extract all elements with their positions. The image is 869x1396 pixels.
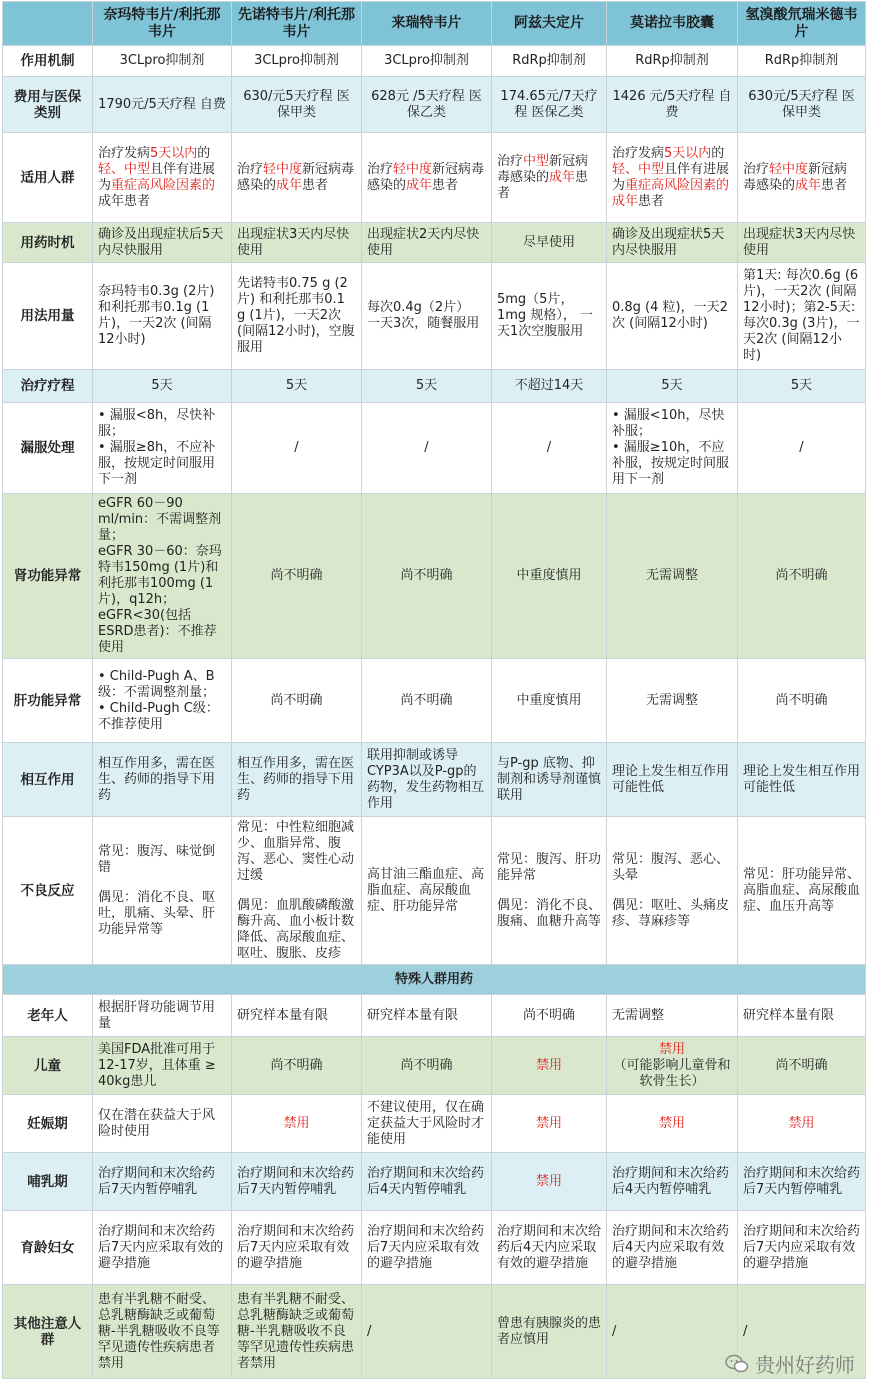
table-row	[3, 370, 866, 403]
cell-text: 成年	[98, 193, 125, 209]
table-cell	[362, 1037, 492, 1095]
cell-text: 联用抑制或诱导CYP3A以及P-gp的药物，发生药物相互作用	[367, 747, 485, 811]
table-cell	[362, 995, 492, 1037]
cell-text: 重症高风险因素的	[111, 177, 216, 193]
header-drug-2: 先诺特韦片/利托那韦片	[232, 2, 362, 46]
cell-text: 禁用	[283, 1115, 310, 1131]
cell-text: 5天	[151, 378, 173, 393]
table-cell	[607, 263, 738, 370]
header-drug-1: 奈玛特韦片/利托那韦片	[93, 2, 232, 46]
section-row	[3, 965, 866, 995]
cell-text: 患者	[302, 177, 329, 193]
cell-text: 理论上发生相互作用可能性低	[612, 763, 730, 795]
cell-text: 成年	[406, 177, 433, 193]
header-drug-5: 莫诺拉韦胶囊	[607, 2, 738, 46]
cell-text: 轻中度	[263, 161, 303, 177]
row-label: 用法用量	[3, 263, 93, 370]
table-cell	[607, 1095, 738, 1153]
cell-text: • 漏服≥10h，不应补服，按规定时间服用下一剂	[612, 440, 730, 487]
cell-text: 无需调整	[645, 568, 698, 583]
cell-text: 治疗期间和末次给药后4天内应采取有效的避孕措施	[497, 1223, 602, 1271]
cell-text: RdRp抑制剂	[635, 53, 709, 68]
cell-text: /	[367, 1323, 372, 1339]
table-cell	[93, 995, 232, 1037]
table-cell	[607, 659, 738, 743]
header-corner	[3, 2, 93, 46]
table-cell	[607, 403, 738, 494]
cell-text: 与P-gp 底物、抑制剂和诱导剂谨慎联用	[497, 755, 602, 803]
table-cell	[232, 995, 362, 1037]
row-label: 育龄妇女	[3, 1211, 93, 1285]
cell-text: 5天	[790, 378, 813, 393]
cell-text: 5天	[285, 378, 308, 393]
row-label: 哺乳期	[3, 1153, 93, 1211]
table-cell	[492, 263, 607, 370]
table-cell	[607, 743, 738, 817]
cell-text: 新冠病毒感染的	[497, 153, 589, 185]
cell-text: /	[799, 440, 804, 455]
table-cell	[492, 1037, 607, 1095]
cell-text: 治疗	[237, 161, 264, 177]
cell-text: 治疗期间和末次给药后7天内应采取有效的避孕措施	[237, 1223, 355, 1271]
cell-text: • 漏服<10h，尽快补服；	[612, 408, 725, 439]
cell-text: 630/元5天疗程 医保甲类	[243, 88, 350, 120]
cell-text: 174.65元/7天疗程 医保乙类	[500, 88, 598, 120]
cell-text: 常见：腹泻、味觉倒错	[98, 843, 216, 875]
cell-text: 常见：腹泻、肝功能异常	[497, 851, 602, 883]
table-cell	[93, 223, 232, 263]
table-cell	[232, 403, 362, 494]
watermark	[725, 1349, 855, 1378]
cell-text: 偶见：呕吐、头痛皮疹、荨麻疹等	[612, 897, 730, 929]
cell-text: 偶见：消化不良、腹痛、血糖升高等	[497, 897, 602, 929]
row-label: 相互作用	[3, 743, 93, 817]
cell-text: 第1天: 每次0.6g (6片)，一天2次 (间隔12小时)；第2-5天: 每次0.3g (3片)，一天2次 (间隔12小时)	[743, 268, 860, 363]
drug-comparison-table	[2, 1, 866, 1379]
cell-text: 先诺特韦0.75 g (2片) 和利托那韦0.1 g (1片)，一天2次 (间隔12小时)，空腹服用	[237, 276, 355, 355]
cell-text: 轻、中型	[98, 161, 151, 177]
cell-text: 治疗发病	[612, 145, 665, 161]
cell-text: 无需调整	[612, 1007, 665, 1023]
cell-text: 偶见：消化不良、呕吐，肌痛、头晕、肝功能异常等	[98, 889, 216, 937]
row-label: 其他注意人群	[3, 1285, 93, 1379]
table-cell	[232, 817, 362, 965]
table-cell	[362, 223, 492, 263]
cell-text: 常见：肝功能异常、高脂血症、高尿酸血症、血压升高等	[743, 866, 861, 914]
cell-text: 患有半乳糖不耐受、总乳糖酶缺乏或葡萄糖-半乳糖吸收不良等罕见遗传性疾病患者禁用	[237, 1291, 355, 1371]
cell-text: 成年	[795, 177, 822, 193]
table-cell	[232, 1037, 362, 1095]
row-label: 儿童	[3, 1037, 93, 1095]
row-label: 费用与医保类别	[3, 77, 93, 133]
table-cell	[738, 1095, 866, 1153]
cell-text: 治疗期间和末次给药后4天内暂停哺乳	[367, 1165, 485, 1197]
row-label: 妊娠期	[3, 1095, 93, 1153]
table-row	[3, 403, 866, 494]
cell-text: 禁用	[658, 1115, 685, 1131]
cell-text: 研究样本量有限	[237, 1007, 329, 1023]
table-cell	[232, 1211, 362, 1285]
table-cell	[93, 77, 232, 133]
cell-text: 无需调整	[645, 692, 698, 708]
table-cell	[232, 133, 362, 223]
row-label: 适用人群	[3, 133, 93, 223]
table-cell	[232, 370, 362, 403]
table-cell	[362, 403, 492, 494]
cell-text: 相互作用多，需在医生、药师的指导下用药	[98, 755, 216, 803]
cell-text: 高甘油三酯血症、高脂血症、高尿酸血症、肝功能异常	[367, 866, 485, 914]
table-cell	[232, 1285, 362, 1379]
row-label: 老年人	[3, 995, 93, 1037]
table-cell	[362, 1153, 492, 1211]
table-cell	[738, 817, 866, 965]
cell-text: /	[743, 1323, 748, 1339]
table-cell	[93, 133, 232, 223]
cell-text: 患者	[432, 177, 459, 193]
table-row	[3, 46, 866, 77]
table-cell	[362, 46, 492, 77]
cell-text: 理论上发生相互作用可能性低	[743, 763, 861, 795]
table-cell	[93, 817, 232, 965]
table-row	[3, 223, 866, 263]
cell-text: （可能影响儿童骨和软骨生长）	[613, 1057, 731, 1089]
cell-text: • Child-Pugh A、B级：不需调整剂量；	[98, 668, 216, 700]
cell-text: 患者	[638, 193, 665, 209]
cell-text: 相互作用多，需在医生、药师的指导下用药	[237, 755, 355, 803]
table-cell	[492, 223, 607, 263]
table-row	[3, 1037, 866, 1095]
row-label: 漏服处理	[3, 403, 93, 494]
table-cell	[492, 1153, 607, 1211]
table-cell	[93, 743, 232, 817]
cell-text: 治疗期间和末次给药后7天内暂停哺乳	[98, 1165, 216, 1197]
table-cell	[362, 77, 492, 133]
cell-text: 尚不明确	[775, 1057, 828, 1073]
table-cell	[492, 817, 607, 965]
cell-text: 尚不明确	[400, 1057, 453, 1073]
cell-text: 治疗期间和末次给药后4天内暂停哺乳	[612, 1165, 730, 1197]
cell-text: 确诊及出现症状5天内尽快服用	[612, 226, 725, 258]
cell-text: 轻中度	[769, 161, 809, 177]
table-cell	[362, 1095, 492, 1153]
row-label: 肾功能异常	[3, 494, 93, 659]
table-cell	[232, 743, 362, 817]
table-cell	[492, 1095, 607, 1153]
wechat-icon	[725, 1354, 749, 1374]
cell-text: 新冠病毒感染的	[367, 161, 485, 193]
cell-text: 出现症状3天内尽快使用	[743, 226, 856, 258]
row-label: 用药时机	[3, 223, 93, 263]
cell-text: 患者	[497, 169, 589, 201]
header-drug-6: 氢溴酸氘瑞米德韦片	[738, 2, 866, 46]
table-cell	[362, 133, 492, 223]
table-row	[3, 995, 866, 1037]
table-cell	[93, 263, 232, 370]
cell-text: 5天	[415, 378, 438, 393]
table-cell	[738, 743, 866, 817]
table-cell	[738, 1037, 866, 1095]
table-cell	[738, 659, 866, 743]
cell-text: 新冠病毒感染的	[237, 161, 355, 193]
cell-text: /	[612, 1323, 617, 1339]
table-cell	[362, 263, 492, 370]
table-cell	[738, 263, 866, 370]
cell-text: 1790元/5天疗程 自费	[98, 96, 226, 112]
cell-text: 5天	[661, 378, 683, 393]
cell-text: 中重度慎用	[516, 692, 582, 708]
table-cell	[93, 1153, 232, 1211]
cell-text: 尚不明确	[775, 568, 828, 583]
table-cell	[362, 743, 492, 817]
cell-text: 奈玛特韦0.3g (2片) 和利托那韦0.1g (1片)，一天2次 (间隔12小时)	[98, 284, 215, 347]
table-cell	[93, 1095, 232, 1153]
cell-text: 3CLpro抑制剂	[384, 53, 469, 68]
cell-text: 治疗期间和末次给药后7天内应采取有效的避孕措施	[98, 1223, 224, 1271]
cell-text: 研究样本量有限	[367, 1007, 459, 1023]
table-cell	[232, 1153, 362, 1211]
cell-text: 轻中度	[393, 161, 433, 177]
cell-text: 重症高风险因素的成年	[612, 177, 730, 209]
table-cell	[93, 46, 232, 77]
table-cell	[607, 817, 738, 965]
cell-text: eGFR 30－60：奈玛特韦150mg (1片)和利托那韦100mg (1片)，q12h；	[98, 544, 222, 607]
table-cell	[362, 659, 492, 743]
header-row	[3, 2, 866, 46]
table-cell	[232, 1095, 362, 1153]
cell-text: 尚不明确	[522, 1007, 575, 1023]
cell-text: 出现症状3天内尽快使用	[237, 226, 350, 258]
cell-text: 治疗	[743, 161, 770, 177]
row-label: 治疗疗程	[3, 370, 93, 403]
cell-text: 不建议使用，仅在确定获益大于风险时才能使用	[367, 1099, 485, 1147]
cell-text: 不超过14天	[514, 378, 584, 393]
table-cell	[738, 133, 866, 223]
table-cell	[607, 77, 738, 133]
cell-text: 尚不明确	[270, 568, 323, 583]
cell-text: 患有半乳糖不耐受、总乳糖酶缺乏或葡萄糖-半乳糖吸收不良等罕见遗传性疾病患者禁用	[98, 1291, 220, 1371]
cell-text: /	[424, 440, 429, 455]
table-row	[3, 1095, 866, 1153]
cell-text: • 漏服<8h，尽快补服；	[98, 408, 216, 439]
cell-text: 且伴有进展为	[612, 161, 730, 193]
cell-text: 尚不明确	[270, 692, 323, 708]
header-drug-3: 来瑞特韦片	[362, 2, 492, 46]
cell-text: 禁用	[535, 1173, 562, 1189]
cell-text: 出现症状2天内尽快使用	[367, 226, 480, 258]
table-cell	[93, 1037, 232, 1095]
table-cell	[362, 1211, 492, 1285]
cell-text: 治疗	[497, 153, 524, 169]
table-cell	[492, 133, 607, 223]
cell-text: 美国FDA批准可用于12-17岁，且体重 ≥ 40kg患儿	[98, 1041, 216, 1089]
cell-text: 且伴有进展为	[98, 161, 216, 193]
table-cell	[738, 77, 866, 133]
table-row	[3, 659, 866, 743]
table-cell	[232, 46, 362, 77]
cell-text: 尚不明确	[270, 1057, 323, 1073]
table-cell	[492, 370, 607, 403]
cell-text: 628元 /5天疗程 医保乙类	[371, 88, 482, 120]
cell-text: 新冠病毒感染的	[743, 161, 848, 193]
table-row	[3, 817, 866, 965]
cell-text: 禁用	[535, 1057, 562, 1073]
table-cell	[607, 1037, 738, 1095]
cell-text: 每次0.4g（2片） 一天3次，随餐服用	[367, 300, 480, 331]
section-title: 特殊人群用药	[3, 965, 866, 995]
table-row	[3, 133, 866, 223]
cell-text: 偶见：血肌酸磷酸激酶升高、血小板计数降低、高尿酸血症、呕吐、腹胀、皮疹	[237, 897, 355, 961]
cell-text: RdRp抑制剂	[512, 53, 586, 68]
table-cell	[492, 46, 607, 77]
table-row	[3, 494, 866, 659]
row-label: 作用机制	[3, 46, 93, 77]
table-row	[3, 1153, 866, 1211]
cell-text: /	[546, 440, 552, 455]
table-cell	[232, 263, 362, 370]
table-cell	[232, 494, 362, 659]
cell-text: 5天以内	[150, 145, 198, 161]
cell-text: 5mg（5片，1mg 规格）， 一天1次空腹服用	[497, 292, 593, 339]
table-cell	[492, 1285, 607, 1379]
cell-text: 禁用	[788, 1115, 815, 1131]
table-cell	[492, 1211, 607, 1285]
table-cell	[607, 1153, 738, 1211]
cell-text: 治疗期间和末次给药后4天内应采取有效的避孕措施	[612, 1223, 730, 1271]
table-cell	[93, 403, 232, 494]
cell-text: 禁用	[535, 1115, 562, 1131]
table-cell	[232, 223, 362, 263]
table-row	[3, 263, 866, 370]
table-cell	[738, 494, 866, 659]
table-cell	[93, 1211, 232, 1285]
cell-text: 轻、中型	[612, 161, 665, 177]
table-cell	[492, 743, 607, 817]
cell-text: 治疗	[367, 161, 394, 177]
table-cell	[738, 370, 866, 403]
cell-text: 5天以内	[664, 145, 712, 161]
cell-text: 成年	[549, 169, 576, 185]
cell-text: 成年	[276, 177, 303, 193]
cell-text: 630元/5天疗程 医保甲类	[748, 88, 855, 120]
table-cell	[607, 1211, 738, 1285]
cell-text: • Child-Pugh C级：不推荐使用	[98, 700, 219, 732]
table-cell	[738, 1153, 866, 1211]
cell-text: 中重度慎用	[516, 568, 582, 583]
cell-text: 0.8g (4 粒)，一天2次 (间隔12小时)	[612, 300, 728, 331]
table-cell	[738, 403, 866, 494]
table-cell	[93, 494, 232, 659]
cell-text: 确诊及出现症状后5天内尽快服用	[98, 226, 224, 258]
table-cell	[607, 370, 738, 403]
cell-text: 仅在潜在获益大于风险时使用	[98, 1107, 216, 1139]
table-row	[3, 743, 866, 817]
cell-text: 禁用	[658, 1041, 685, 1057]
cell-text: 3CLpro抑制剂	[119, 53, 205, 68]
cell-text: eGFR<30(包括ESRD患者)：不推荐使用	[98, 608, 217, 655]
table-row	[3, 77, 866, 133]
cell-text: 治疗期间和末次给药后7天内暂停哺乳	[743, 1165, 861, 1197]
cell-text: 1426 元/5天疗程 自费	[612, 88, 732, 120]
table-body	[3, 46, 866, 1379]
table-cell	[607, 133, 738, 223]
cell-text: 治疗期间和末次给药后7天内应采取有效的避孕措施	[367, 1223, 485, 1271]
cell-text: 尚不明确	[400, 692, 453, 708]
table-cell	[738, 1211, 866, 1285]
table-cell	[232, 77, 362, 133]
table-cell	[93, 370, 232, 403]
table-cell	[362, 494, 492, 659]
table-cell	[492, 659, 607, 743]
table-cell	[738, 46, 866, 77]
cell-text: 常见：腹泻、恶心、头晕	[612, 851, 730, 883]
table-cell	[362, 370, 492, 403]
table-cell	[492, 494, 607, 659]
table-cell	[93, 659, 232, 743]
cell-text: 根据肝肾功能调节用量	[98, 999, 216, 1031]
row-label: 不良反应	[3, 817, 93, 965]
cell-text: 3CLpro抑制剂	[254, 53, 339, 68]
cell-text: 研究样本量有限	[743, 1007, 835, 1023]
cell-text: 尚不明确	[400, 568, 453, 583]
cell-text: 常见：中性粒细胞减少、血脂异常、腹泻、恶心、窦性心动过缓	[237, 819, 355, 883]
cell-text: /	[294, 440, 299, 455]
watermark-text: 贵州好药师	[755, 1353, 855, 1377]
cell-text: eGFR 60－90 ml/min：不需调整剂量；	[98, 496, 222, 543]
header-drug-4: 阿兹夫定片	[492, 2, 607, 46]
cell-text: 患者	[124, 193, 151, 209]
table-cell	[492, 403, 607, 494]
table-cell	[607, 1285, 738, 1379]
cell-text: 曾患有胰腺炎的患者应慎用	[497, 1315, 602, 1347]
table-cell	[362, 1285, 492, 1379]
cell-text: • 漏服≥8h，不应补服，按规定时间服用下一剂	[98, 440, 216, 487]
table-cell	[232, 659, 362, 743]
table-cell	[738, 223, 866, 263]
table-cell	[607, 223, 738, 263]
cell-text: 的	[197, 145, 211, 161]
table-cell	[93, 1285, 232, 1379]
cell-text: 中型	[523, 153, 550, 169]
cell-text: 患者	[821, 177, 848, 193]
cell-text: 的	[711, 145, 725, 161]
table-cell	[607, 494, 738, 659]
cell-text: 尽早使用	[522, 234, 575, 250]
cell-text: 治疗期间和末次给药后7天内应采取有效的避孕措施	[743, 1223, 861, 1271]
table-cell	[607, 995, 738, 1037]
cell-text: RdRp抑制剂	[764, 53, 839, 68]
table-cell	[738, 995, 866, 1037]
table-cell	[492, 995, 607, 1037]
table-cell	[607, 46, 738, 77]
table-row	[3, 1211, 866, 1285]
table-cell	[362, 817, 492, 965]
cell-text: 治疗期间和末次给药后7天内暂停哺乳	[237, 1165, 355, 1197]
row-label: 肝功能异常	[3, 659, 93, 743]
cell-text: 尚不明确	[775, 692, 828, 708]
cell-text: 治疗发病	[98, 145, 151, 161]
table-cell	[492, 77, 607, 133]
